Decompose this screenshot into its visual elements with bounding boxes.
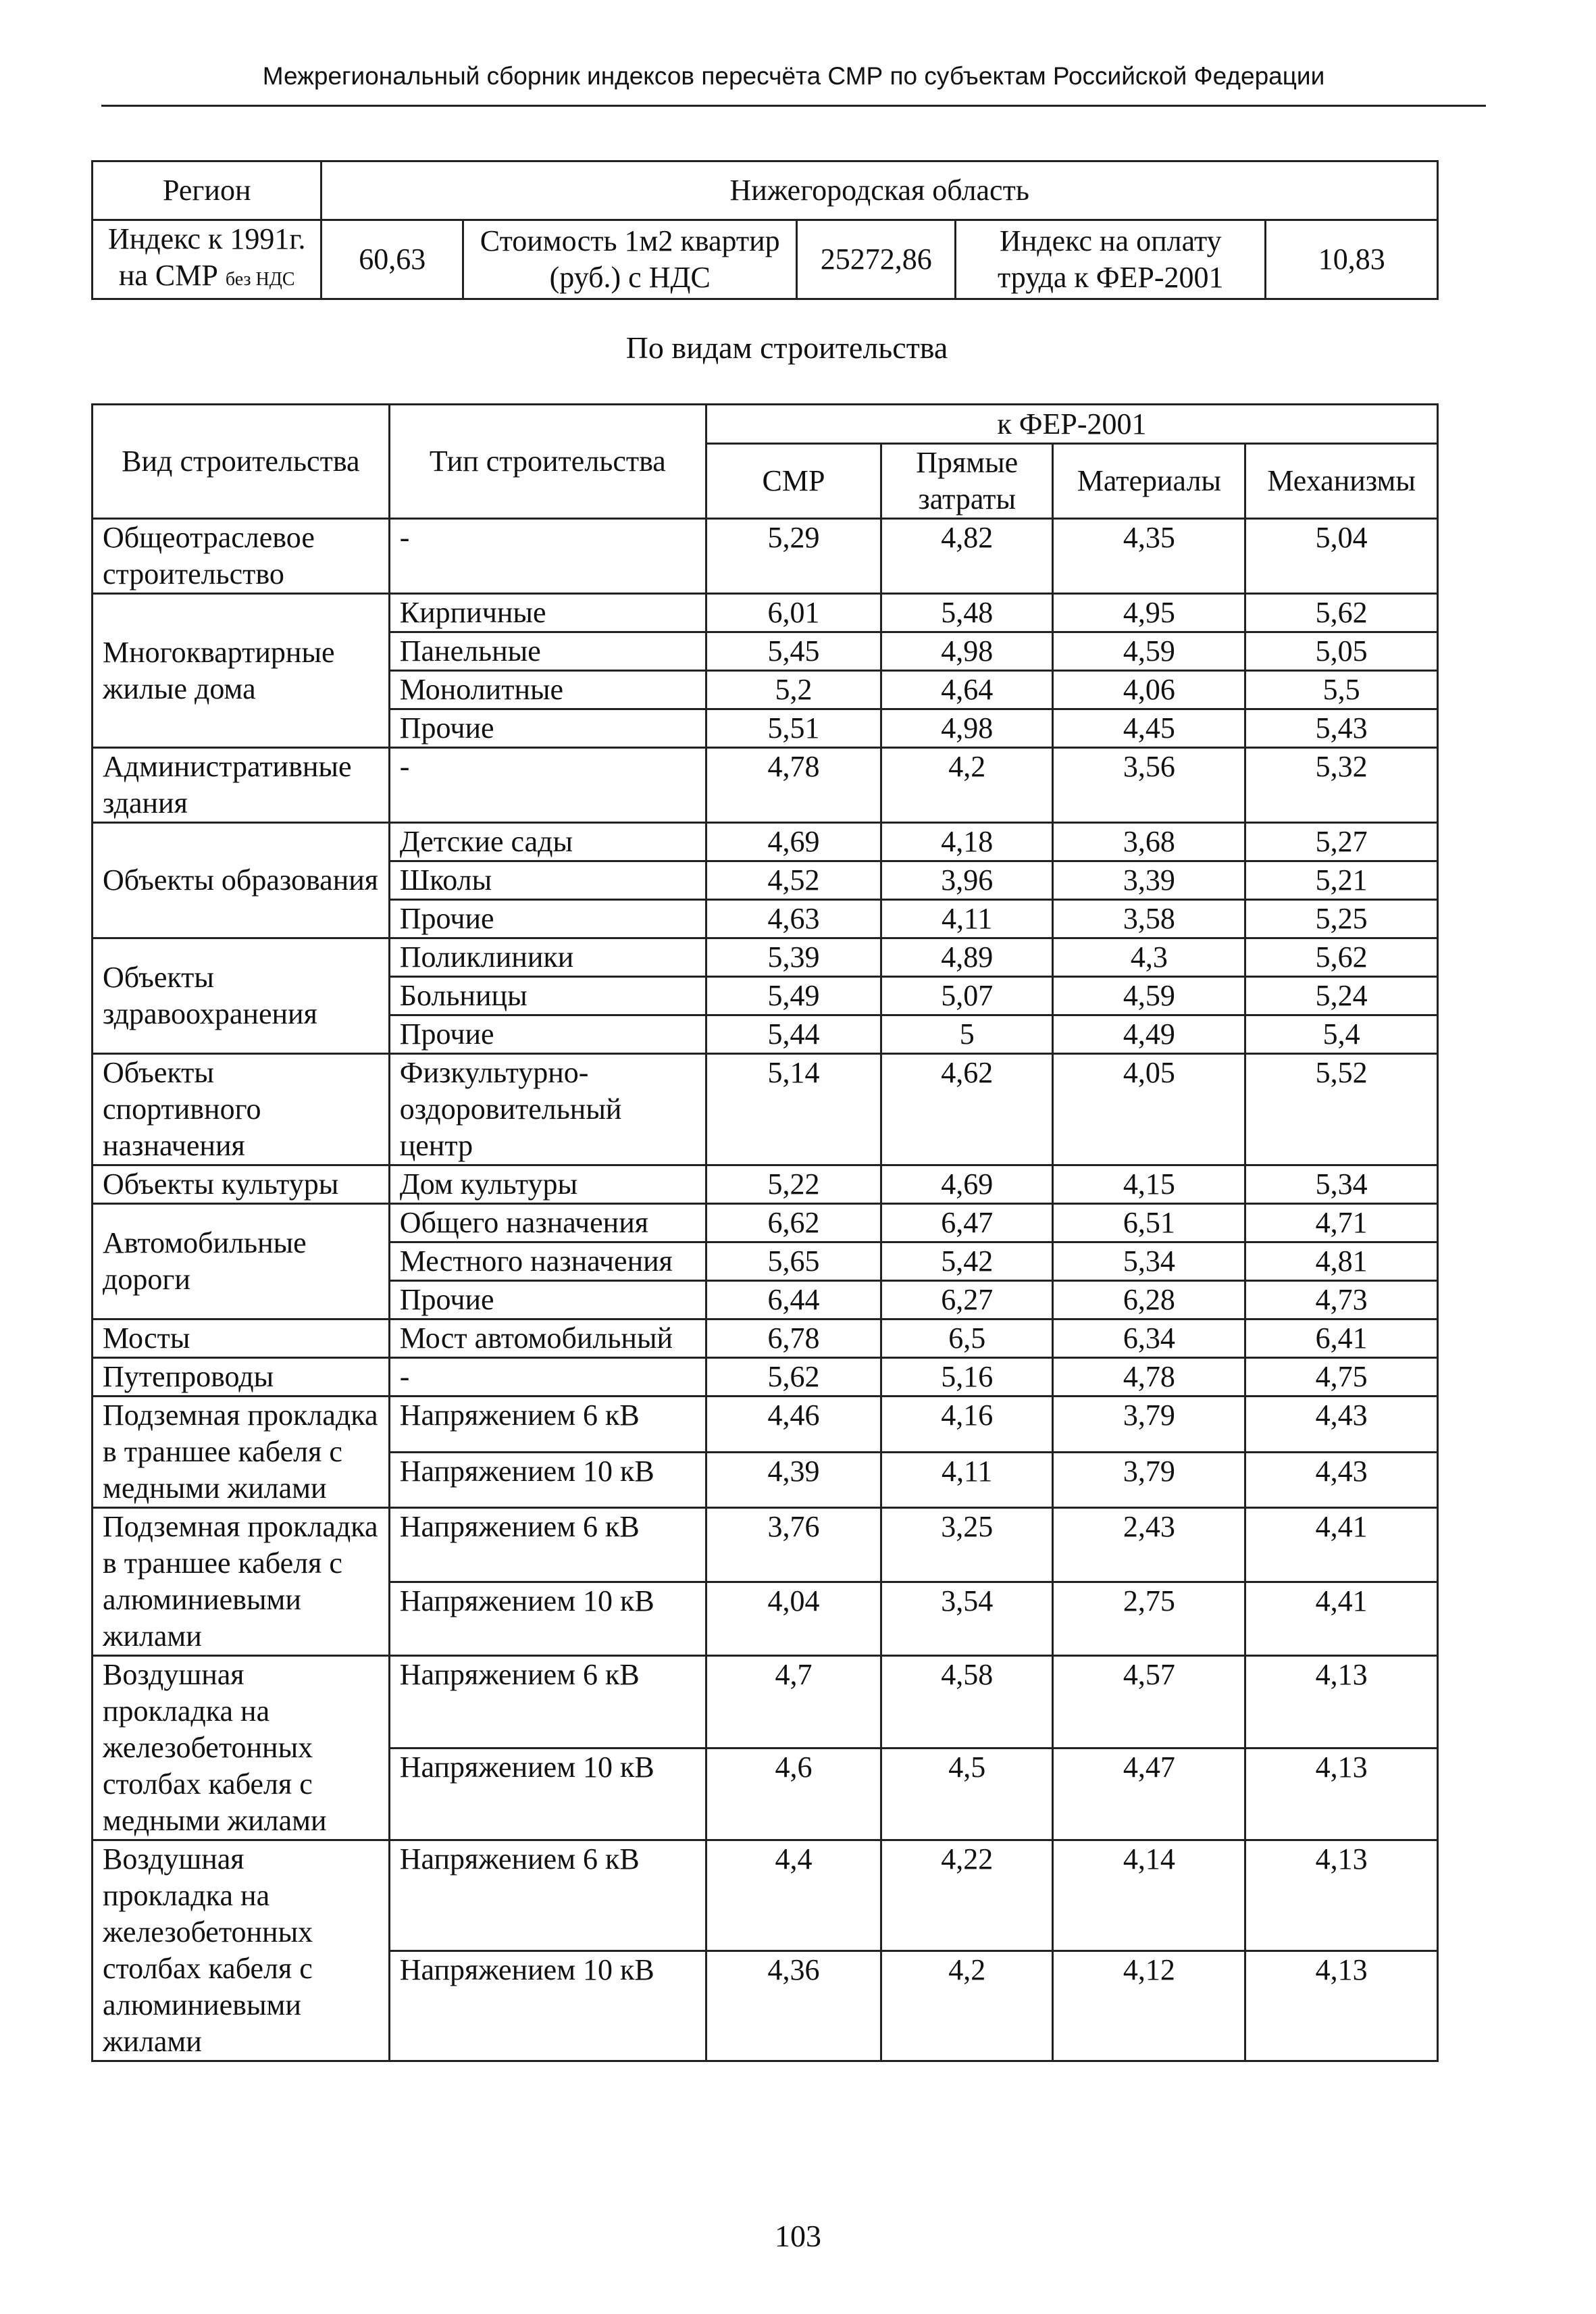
materials-value-cell: 4,3: [1053, 938, 1245, 977]
construction-type-cell: Прочие: [389, 900, 706, 938]
direct-cost-value-cell: 4,11: [881, 1452, 1053, 1508]
direct-cost-value-cell: 4,98: [881, 709, 1053, 748]
table-row: [93, 1840, 1438, 1951]
construction-kind-cell: Автомобильные дороги: [93, 1204, 390, 1319]
mechanisms-value-cell: 5,21: [1245, 861, 1438, 900]
direct-cost-value-cell: 3,96: [881, 861, 1053, 900]
smr-value-cell: 4,46: [706, 1397, 881, 1453]
table-row: [93, 1319, 1438, 1358]
smr-value-cell: 6,01: [706, 594, 881, 632]
mechanisms-value-cell: 5,25: [1245, 900, 1438, 938]
construction-type-cell: Дом культуры: [389, 1165, 706, 1204]
mechanisms-value-cell: 5,34: [1245, 1165, 1438, 1204]
region-summary-table: [91, 160, 1439, 300]
mechanisms-value-cell: 4,13: [1245, 1951, 1438, 2061]
mechanisms-value-cell: 5,04: [1245, 519, 1438, 594]
col-header-direct: Прямые затраты: [881, 444, 1053, 519]
smr-value-cell: 5,22: [706, 1165, 881, 1204]
materials-value-cell: 4,59: [1053, 977, 1245, 1015]
construction-kind-cell: Подземная прокладка в траншее кабеля с алюминиевыми жилами: [93, 1508, 390, 1656]
direct-cost-value-cell: 4,98: [881, 632, 1053, 671]
smr-value-cell: 4,36: [706, 1951, 881, 2061]
materials-value-cell: 5,34: [1053, 1242, 1245, 1281]
smr-value-cell: 4,7: [706, 1656, 881, 1749]
index-label-main: Индекс к 1991г. на СМР: [107, 222, 306, 292]
construction-type-cell: Напряжением 10 кВ: [389, 1951, 706, 2061]
direct-cost-value-cell: 4,18: [881, 823, 1053, 861]
smr-value-cell: 4,04: [706, 1582, 881, 1656]
direct-cost-value-cell: 5: [881, 1015, 1053, 1054]
col-header-smr: СМР: [706, 444, 881, 519]
mechanisms-value-cell: 4,13: [1245, 1656, 1438, 1749]
construction-type-cell: Прочие: [389, 1281, 706, 1319]
col-header-kind: Вид строительства: [93, 405, 390, 519]
mechanisms-value-cell: 5,62: [1245, 594, 1438, 632]
table-row: [93, 823, 1438, 861]
construction-type-cell: Мост автомобильный: [389, 1319, 706, 1358]
direct-cost-value-cell: 3,25: [881, 1508, 1053, 1582]
construction-kind-cell: Общеотраслевое строительство: [93, 519, 390, 594]
mechanisms-value-cell: 5,4: [1245, 1015, 1438, 1054]
table-row: [93, 519, 1438, 594]
construction-kind-cell: Воздушная прокладка на железобетонных столбах кабеля с медными жилами: [93, 1656, 390, 1840]
col-header-group: к ФЕР-2001: [706, 405, 1437, 444]
mechanisms-value-cell: 4,71: [1245, 1204, 1438, 1242]
construction-type-cell: Напряжением 10 кВ: [389, 1582, 706, 1656]
direct-cost-value-cell: 5,07: [881, 977, 1053, 1015]
materials-value-cell: 4,14: [1053, 1840, 1245, 1951]
materials-value-cell: 6,51: [1053, 1204, 1245, 1242]
labor-index-value: 10,83: [1266, 220, 1438, 299]
smr-value-cell: 4,78: [706, 748, 881, 823]
materials-value-cell: 6,34: [1053, 1319, 1245, 1358]
construction-type-cell: -: [389, 1358, 706, 1397]
table-row: [93, 1165, 1438, 1204]
construction-kind-cell: Многоквартирные жилые дома: [93, 594, 390, 748]
construction-kind-cell: Объекты культуры: [93, 1165, 390, 1204]
mechanisms-value-cell: 5,05: [1245, 632, 1438, 671]
materials-value-cell: 3,39: [1053, 861, 1245, 900]
mechanisms-value-cell: 5,32: [1245, 748, 1438, 823]
smr-value-cell: 4,63: [706, 900, 881, 938]
construction-type-cell: Детские сады: [389, 823, 706, 861]
direct-cost-value-cell: 4,16: [881, 1397, 1053, 1453]
construction-kind-cell: Административные здания: [93, 748, 390, 823]
direct-cost-value-cell: 4,22: [881, 1840, 1053, 1951]
col-header-materials: Материалы: [1053, 444, 1245, 519]
smr-value-cell: 5,49: [706, 977, 881, 1015]
construction-type-cell: -: [389, 519, 706, 594]
direct-cost-value-cell: 5,48: [881, 594, 1053, 632]
materials-value-cell: 2,75: [1053, 1582, 1245, 1656]
materials-value-cell: 4,95: [1053, 594, 1245, 632]
direct-cost-value-cell: 4,89: [881, 938, 1053, 977]
cost-value: 25272,86: [797, 220, 956, 299]
mechanisms-value-cell: 4,75: [1245, 1358, 1438, 1397]
mechanisms-value-cell: 4,13: [1245, 1748, 1438, 1840]
smr-value-cell: 5,62: [706, 1358, 881, 1397]
smr-value-cell: 6,62: [706, 1204, 881, 1242]
smr-value-cell: 5,45: [706, 632, 881, 671]
direct-cost-value-cell: 5,42: [881, 1242, 1053, 1281]
mechanisms-value-cell: 4,41: [1245, 1508, 1438, 1582]
smr-value-cell: 4,69: [706, 823, 881, 861]
materials-value-cell: 3,56: [1053, 748, 1245, 823]
region-value: Нижегородская область: [321, 161, 1438, 220]
materials-value-cell: 4,49: [1053, 1015, 1245, 1054]
table-row: [93, 748, 1438, 823]
mechanisms-value-cell: 4,43: [1245, 1452, 1438, 1508]
table-row: [93, 1054, 1438, 1165]
direct-cost-value-cell: 6,27: [881, 1281, 1053, 1319]
construction-type-cell: -: [389, 748, 706, 823]
construction-kind-cell: Воздушная прокладка на железобетонных столбах кабеля с алюминиевыми жилами: [93, 1840, 390, 2061]
direct-cost-value-cell: 5,16: [881, 1358, 1053, 1397]
construction-type-cell: Прочие: [389, 1015, 706, 1054]
materials-value-cell: 4,78: [1053, 1358, 1245, 1397]
construction-type-cell: Прочие: [389, 709, 706, 748]
smr-value-cell: 6,78: [706, 1319, 881, 1358]
materials-value-cell: 6,28: [1053, 1281, 1245, 1319]
index-label: [93, 220, 321, 299]
materials-value-cell: 4,15: [1053, 1165, 1245, 1204]
document-header: Межрегиональный сборник индексов пересчёта СМР по субъектам Российской Федерации: [262, 62, 1325, 90]
materials-value-cell: 4,45: [1053, 709, 1245, 748]
construction-type-cell: Напряжением 10 кВ: [389, 1748, 706, 1840]
construction-type-cell: Поликлиники: [389, 938, 706, 977]
mechanisms-value-cell: 5,27: [1245, 823, 1438, 861]
table-row: [93, 1656, 1438, 1749]
materials-value-cell: 3,68: [1053, 823, 1245, 861]
table-row: [93, 1204, 1438, 1242]
table-row: [93, 594, 1438, 632]
construction-index-table: [91, 403, 1439, 2062]
table-row: [93, 1508, 1438, 1582]
smr-value-cell: 6,44: [706, 1281, 881, 1319]
smr-value-cell: 4,39: [706, 1452, 881, 1508]
construction-kind-cell: Путепроводы: [93, 1358, 390, 1397]
direct-cost-value-cell: 4,64: [881, 671, 1053, 709]
materials-value-cell: 2,43: [1053, 1508, 1245, 1582]
index-value: 60,63: [321, 220, 463, 299]
direct-cost-value-cell: 4,82: [881, 519, 1053, 594]
construction-kind-cell: Объекты спортивного назначения: [93, 1054, 390, 1165]
smr-value-cell: 5,14: [706, 1054, 881, 1165]
labor-index-label: Индекс на оплату труда к ФЕР-2001: [956, 220, 1266, 299]
mechanisms-value-cell: 4,13: [1245, 1840, 1438, 1951]
mechanisms-value-cell: 4,73: [1245, 1281, 1438, 1319]
mechanisms-value-cell: 5,5: [1245, 671, 1438, 709]
construction-type-cell: Напряжением 6 кВ: [389, 1840, 706, 1951]
section-subtitle: По видам строительства: [625, 330, 948, 365]
direct-cost-value-cell: 4,2: [881, 748, 1053, 823]
construction-type-cell: Напряжением 6 кВ: [389, 1656, 706, 1749]
header-rule: [101, 105, 1486, 107]
mechanisms-value-cell: 5,62: [1245, 938, 1438, 977]
mechanisms-value-cell: 4,81: [1245, 1242, 1438, 1281]
smr-value-cell: 4,4: [706, 1840, 881, 1951]
region-label: Регион: [93, 161, 321, 220]
direct-cost-value-cell: 4,62: [881, 1054, 1053, 1165]
construction-kind-cell: Объекты образования: [93, 823, 390, 938]
smr-value-cell: 4,6: [706, 1748, 881, 1840]
cost-label: Стоимость 1м2 квартир (руб.) с НДС: [463, 220, 797, 299]
direct-cost-value-cell: 6,5: [881, 1319, 1053, 1358]
materials-value-cell: 4,59: [1053, 632, 1245, 671]
smr-value-cell: 5,65: [706, 1242, 881, 1281]
materials-value-cell: 3,58: [1053, 900, 1245, 938]
direct-cost-value-cell: 4,5: [881, 1748, 1053, 1840]
col-header-type: Тип строительства: [389, 405, 706, 519]
smr-value-cell: 3,76: [706, 1508, 881, 1582]
mechanisms-value-cell: 5,24: [1245, 977, 1438, 1015]
construction-type-cell: Физкультурно-оздоровительный центр: [389, 1054, 706, 1165]
construction-type-cell: Монолитные: [389, 671, 706, 709]
col-header-mechanisms: Механизмы: [1245, 444, 1438, 519]
mechanisms-value-cell: 5,43: [1245, 709, 1438, 748]
construction-type-cell: Кирпичные: [389, 594, 706, 632]
smr-value-cell: 4,52: [706, 861, 881, 900]
direct-cost-value-cell: 6,47: [881, 1204, 1053, 1242]
page-number: 103: [775, 2219, 821, 2253]
materials-value-cell: 4,57: [1053, 1656, 1245, 1749]
direct-cost-value-cell: 4,58: [881, 1656, 1053, 1749]
construction-type-cell: Напряжением 6 кВ: [389, 1508, 706, 1582]
construction-type-cell: Напряжением 10 кВ: [389, 1452, 706, 1508]
materials-value-cell: 3,79: [1053, 1397, 1245, 1453]
construction-kind-cell: Мосты: [93, 1319, 390, 1358]
construction-type-cell: Местного назначения: [389, 1242, 706, 1281]
smr-value-cell: 5,44: [706, 1015, 881, 1054]
materials-value-cell: 4,47: [1053, 1748, 1245, 1840]
construction-type-cell: Напряжением 6 кВ: [389, 1397, 706, 1453]
table-row: [93, 1397, 1438, 1453]
direct-cost-value-cell: 4,69: [881, 1165, 1053, 1204]
index-label-note: без НДС: [225, 269, 295, 290]
construction-kind-cell: Подземная прокладка в траншее кабеля с медными жилами: [93, 1397, 390, 1508]
mechanisms-value-cell: 4,43: [1245, 1397, 1438, 1453]
mechanisms-value-cell: 4,41: [1245, 1582, 1438, 1656]
direct-cost-value-cell: 3,54: [881, 1582, 1053, 1656]
construction-type-cell: Школы: [389, 861, 706, 900]
mechanisms-value-cell: 6,41: [1245, 1319, 1438, 1358]
direct-cost-value-cell: 4,2: [881, 1951, 1053, 2061]
materials-value-cell: 4,12: [1053, 1951, 1245, 2061]
smr-value-cell: 5,2: [706, 671, 881, 709]
smr-value-cell: 5,29: [706, 519, 881, 594]
smr-value-cell: 5,51: [706, 709, 881, 748]
construction-type-cell: Панельные: [389, 632, 706, 671]
smr-value-cell: 5,39: [706, 938, 881, 977]
materials-value-cell: 4,06: [1053, 671, 1245, 709]
materials-value-cell: 4,05: [1053, 1054, 1245, 1165]
construction-type-cell: Больницы: [389, 977, 706, 1015]
mechanisms-value-cell: 5,52: [1245, 1054, 1438, 1165]
table-row: [93, 938, 1438, 977]
materials-value-cell: 3,79: [1053, 1452, 1245, 1508]
construction-type-cell: Общего назначения: [389, 1204, 706, 1242]
direct-cost-value-cell: 4,11: [881, 900, 1053, 938]
construction-kind-cell: Объекты здравоохранения: [93, 938, 390, 1054]
materials-value-cell: 4,35: [1053, 519, 1245, 594]
table-row: [93, 1358, 1438, 1397]
